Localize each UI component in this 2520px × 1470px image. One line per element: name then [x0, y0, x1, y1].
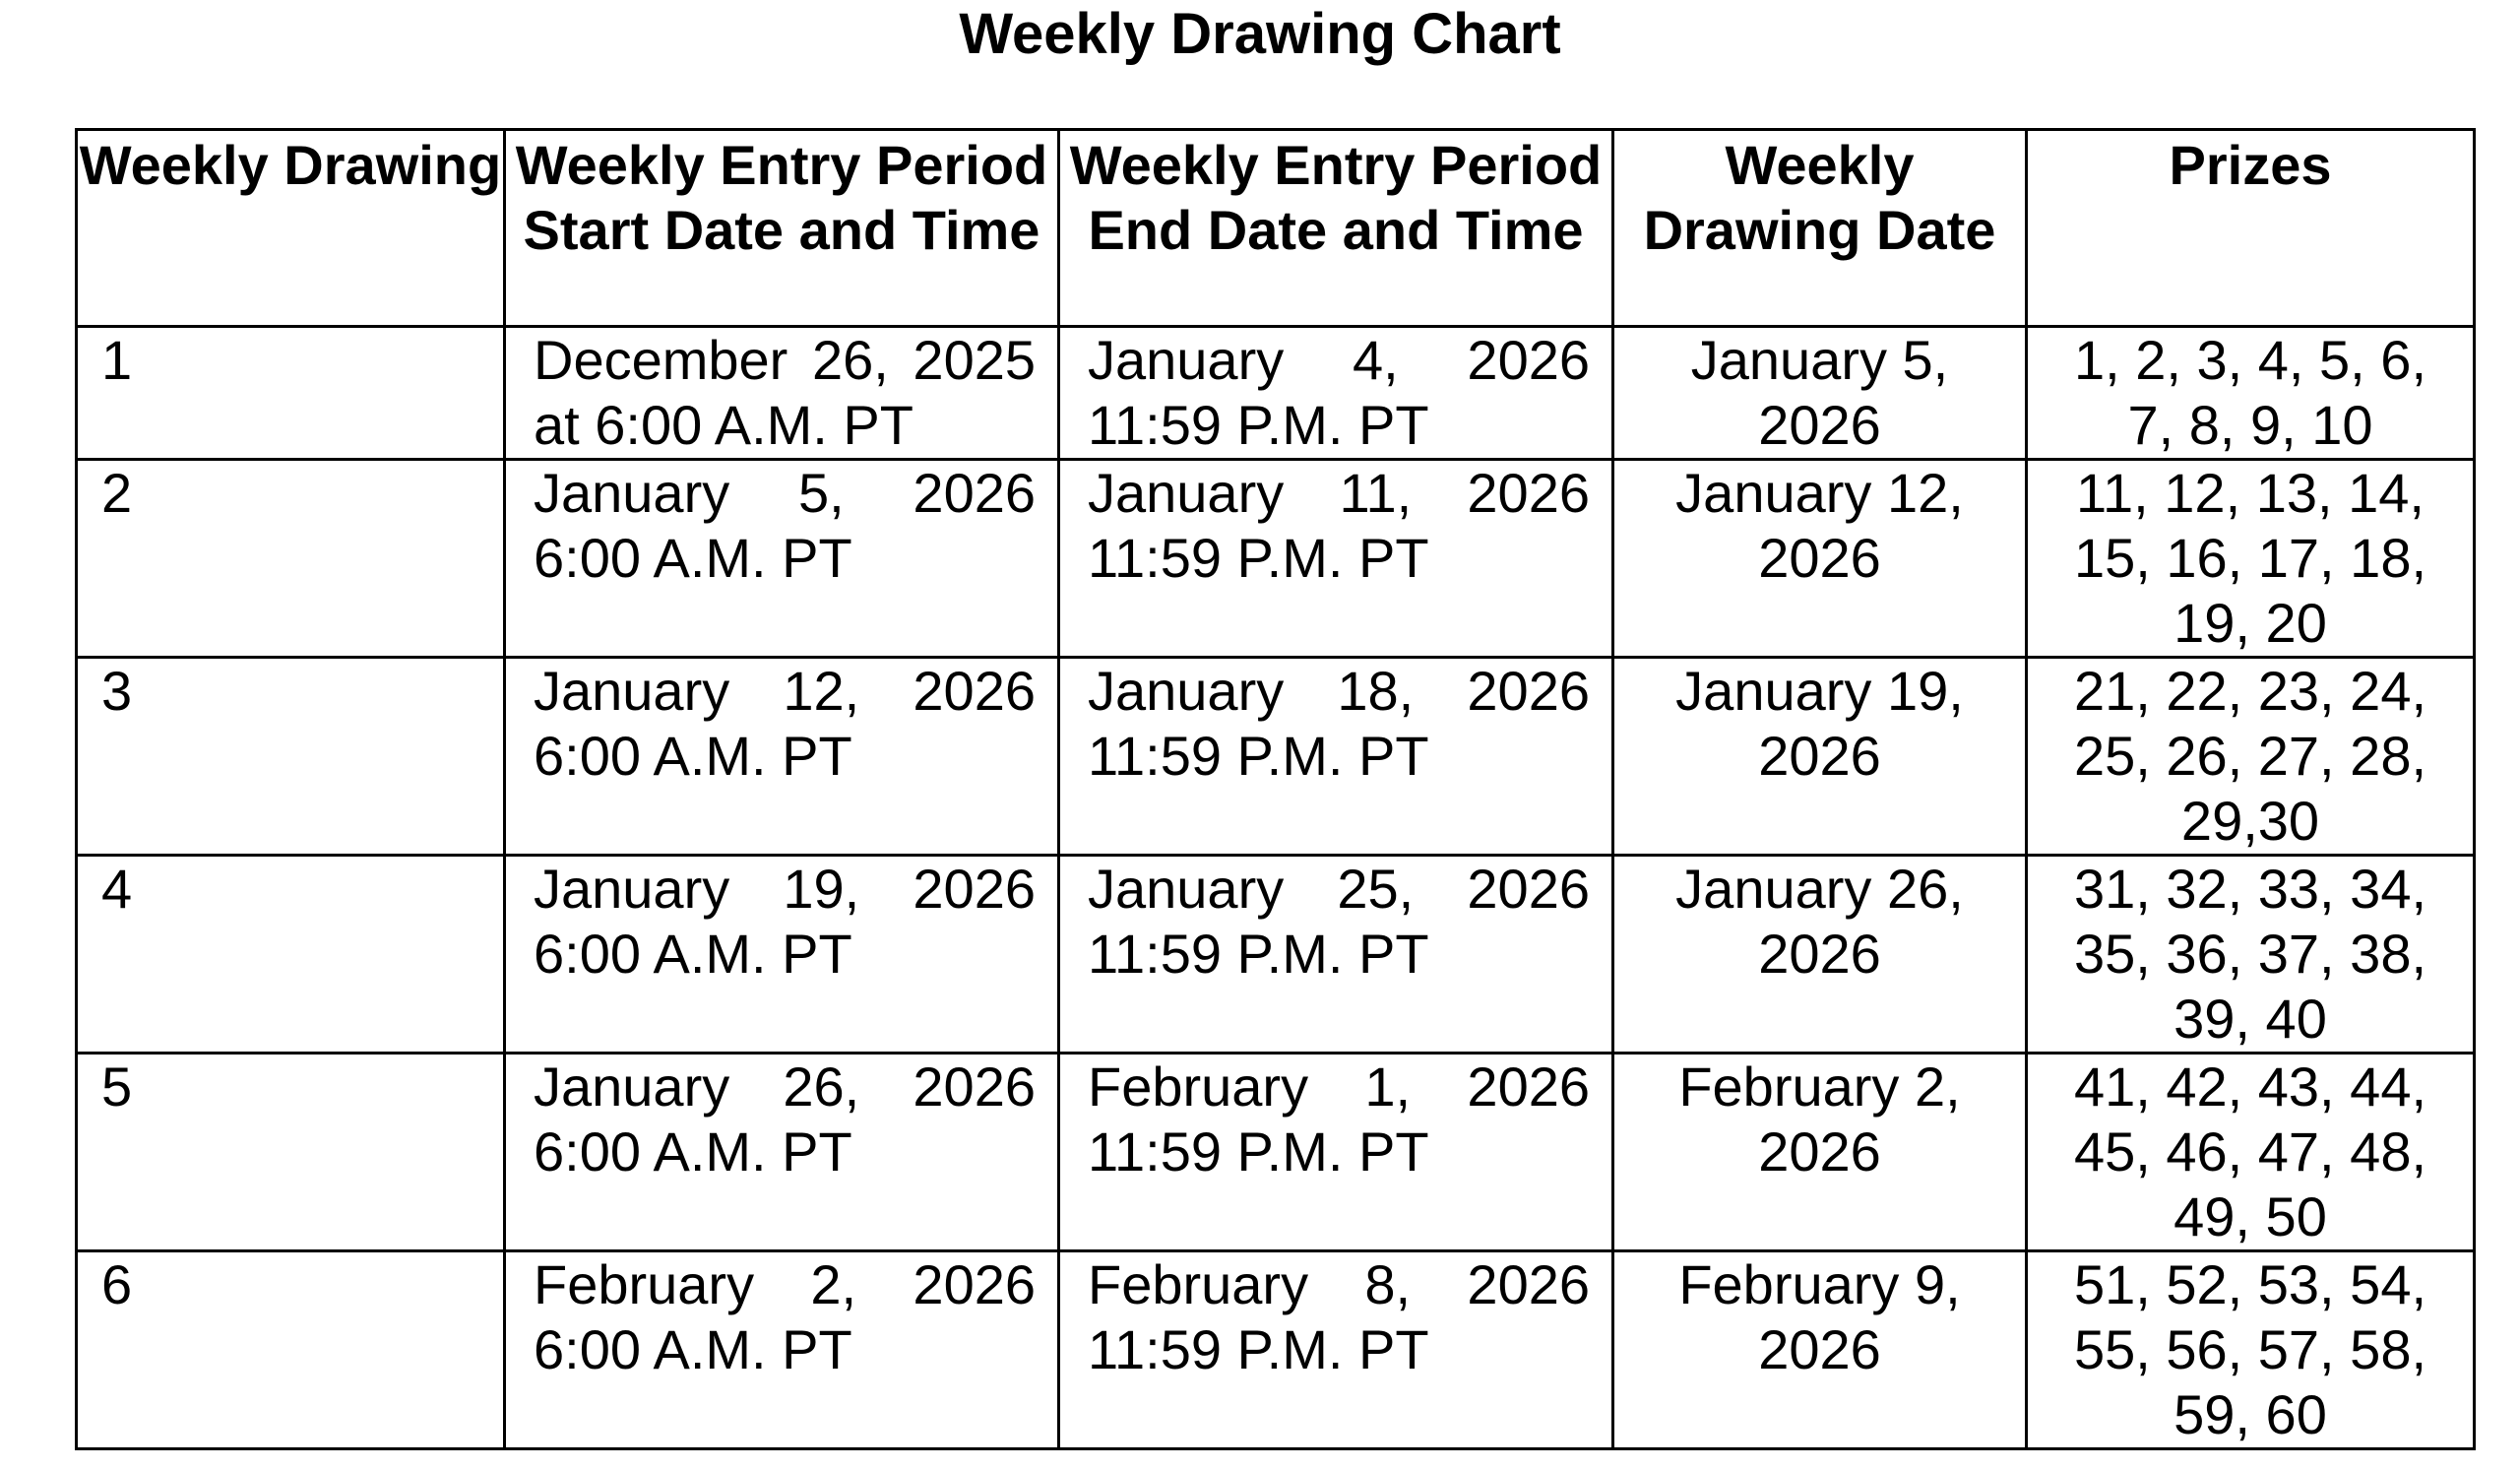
- cell-drawing-number: 3: [77, 658, 505, 856]
- cell-drawing-number: 4: [77, 856, 505, 1054]
- cell-prizes: 31, 32, 33, 34, 35, 36, 37, 38, 39, 40: [2027, 856, 2475, 1054]
- cell-start-date: January 26, 2026 6:00 A.M. PT: [505, 1054, 1059, 1251]
- cell-start-date: February 2, 2026 6:00 A.M. PT: [505, 1251, 1059, 1449]
- cell-drawing-date: January 5, 2026: [1613, 327, 2027, 460]
- cell-end-date: February 8, 2026 11:59 P.M. PT: [1059, 1251, 1613, 1449]
- cell-drawing-number: 1: [77, 327, 505, 460]
- table-row: [77, 460, 2475, 658]
- header-drawing-date: Weekly Drawing Date: [1613, 130, 2027, 327]
- cell-drawing-number: 2: [77, 460, 505, 658]
- cell-prizes: 11, 12, 13, 14, 15, 16, 17, 18, 19, 20: [2027, 460, 2475, 658]
- cell-drawing-date: February 2, 2026: [1613, 1054, 2027, 1251]
- header-start-date: Weekly Entry Period Start Date and Time: [505, 130, 1059, 327]
- cell-prizes: 1, 2, 3, 4, 5, 6, 7, 8, 9, 10: [2027, 327, 2475, 460]
- table-row: [77, 327, 2475, 460]
- cell-prizes: 51, 52, 53, 54, 55, 56, 57, 58, 59, 60: [2027, 1251, 2475, 1449]
- table-header-row: [77, 130, 2475, 327]
- cell-drawing-date: January 26, 2026: [1613, 856, 2027, 1054]
- cell-prizes: 41, 42, 43, 44, 45, 46, 47, 48, 49, 50: [2027, 1054, 2475, 1251]
- cell-prizes: 21, 22, 23, 24, 25, 26, 27, 28, 29,30: [2027, 658, 2475, 856]
- header-end-date: Weekly Entry Period End Date and Time: [1059, 130, 1613, 327]
- cell-start-date: January 19, 2026 6:00 A.M. PT: [505, 856, 1059, 1054]
- cell-drawing-date: January 19, 2026: [1613, 658, 2027, 856]
- table-row: [77, 658, 2475, 856]
- table-row: [77, 1054, 2475, 1251]
- cell-drawing-date: February 9, 2026: [1613, 1251, 2027, 1449]
- cell-drawing-number: 6: [77, 1251, 505, 1449]
- header-prizes: Prizes: [2027, 130, 2475, 327]
- page-title: Weekly Drawing Chart: [959, 2, 1561, 66]
- weekly-drawing-table: [75, 128, 2476, 1450]
- table-row: [77, 1251, 2475, 1449]
- cell-start-date: December 26, 2025 at 6:00 A.M. PT: [505, 327, 1059, 460]
- cell-end-date: January 18, 2026 11:59 P.M. PT: [1059, 658, 1613, 856]
- cell-end-date: January 11, 2026 11:59 P.M. PT: [1059, 460, 1613, 658]
- cell-end-date: January 4, 2026 11:59 P.M. PT: [1059, 327, 1613, 460]
- cell-start-date: January 5, 2026 6:00 A.M. PT: [505, 460, 1059, 658]
- table-row: [77, 856, 2475, 1054]
- cell-drawing-number: 5: [77, 1054, 505, 1251]
- cell-end-date: February 1, 2026 11:59 P.M. PT: [1059, 1054, 1613, 1251]
- cell-start-date: January 12, 2026 6:00 A.M. PT: [505, 658, 1059, 856]
- cell-end-date: January 25, 2026 11:59 P.M. PT: [1059, 856, 1613, 1054]
- header-weekly-drawing: Weekly Drawing: [77, 130, 505, 327]
- cell-drawing-date: January 12, 2026: [1613, 460, 2027, 658]
